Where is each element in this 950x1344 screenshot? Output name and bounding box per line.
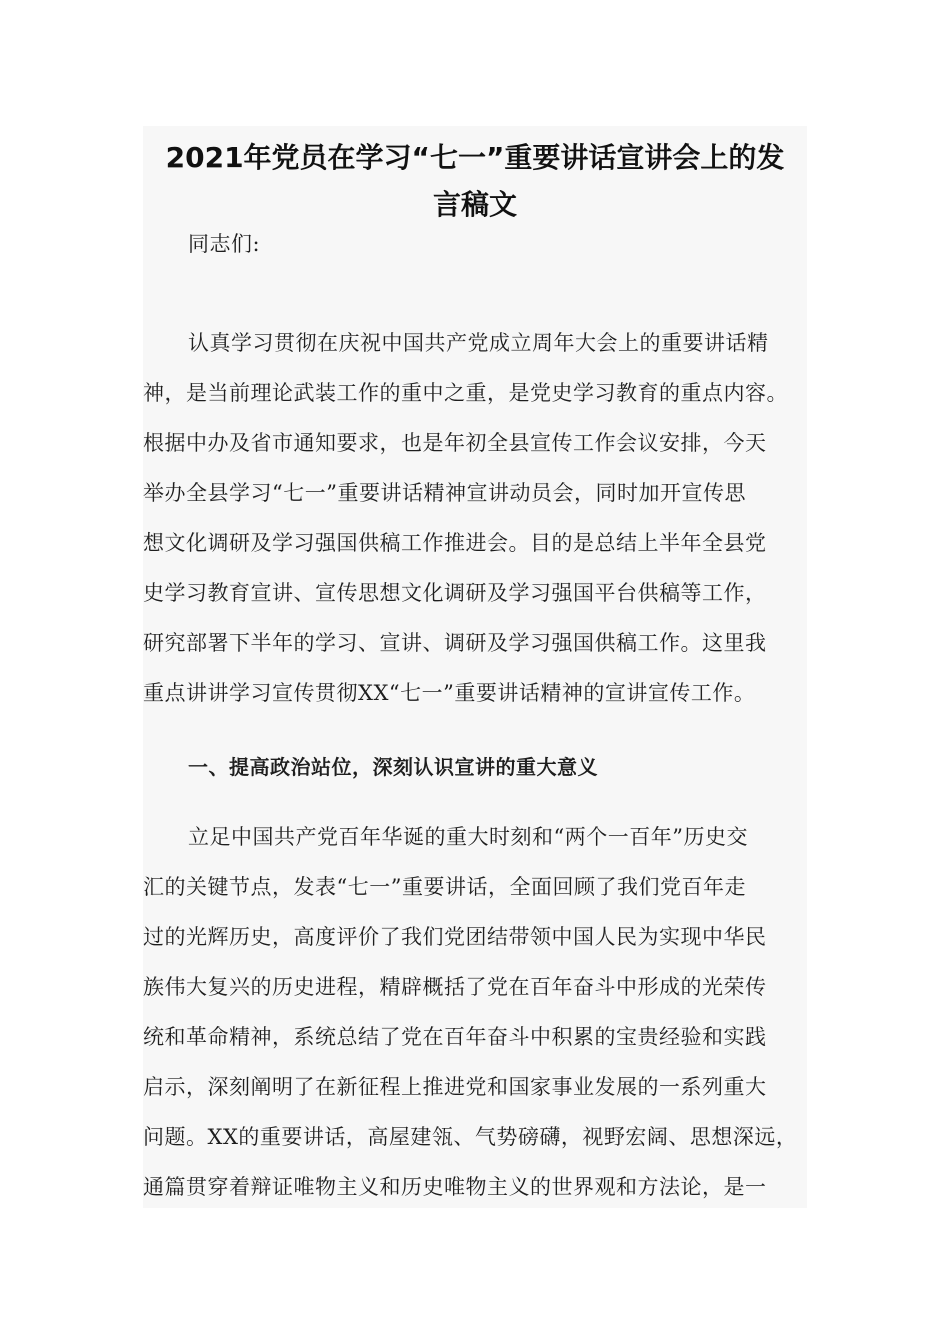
paragraph-line: 统和革命精神，系统总结了党在百年奋斗中积累的宝贵经验和实践 [143,1025,767,1049]
salutation: 同志们: [188,232,261,256]
paragraph-line: 汇的关键节点，发表“七一”重要讲话，全面回顾了我们党百年走 [143,875,746,899]
paragraph-line: 想文化调研及学习强国供稿工作推进会。目的是总结上半年全县党 [143,531,767,555]
paragraph-line: 史学习教育宣讲、宣传思想文化调研及学习强国平台供稿等工作， [143,581,767,605]
title-line-1: 2021年党员在学习“七一”重要讲话宣讲会上的发 [165,141,785,174]
paragraph-line: 族伟大复兴的历史进程，精辟概括了党在百年奋斗中形成的光荣传 [143,975,767,999]
paragraph-line: 通篇贯穿着辩证唯物主义和历史唯物主义的世界观和方法论，是一 [143,1175,767,1199]
paragraph-line: 启示，深刻阐明了在新征程上推进党和国家事业发展的一系列重大 [143,1075,767,1099]
paragraph-line: 神，是当前理论武装工作的重中之重，是党史学习教育的重点内容。 [143,381,788,405]
paragraph-line: 举办全县学习“七一”重要讲话精神宣讲动员会，同时加开宣传思 [143,481,746,505]
paragraph-line: 立足中国共产党百年华诞的重大时刻和“两个一百年”历史交 [188,825,748,849]
paragraph-line: 研究部署下半年的学习、宣讲、调研及学习强国供稿工作。这里我 [143,631,767,655]
paragraph-line: 重点讲讲学习宣传贯彻XX“七一”重要讲话精神的宣讲宣传工作。 [143,681,756,705]
title-line-2: 言稿文 [432,188,517,221]
paragraph-line: 问题。XX的重要讲话，高屋建瓴、气势磅礴，视野宏阔、思想深远， [143,1125,798,1149]
paragraph-line: 根据中办及省市通知要求，也是年初全县宣传工作会议安排，今天 [143,431,767,455]
section-heading: 一、提高政治站位，深刻认识宣讲的重大意义 [188,755,598,779]
document-title [143,126,807,228]
paragraph-line: 认真学习贯彻在庆祝中国共产党成立周年大会上的重要讲话精 [188,331,769,355]
document-page [143,126,807,1208]
paragraph-line: 过的光辉历史，高度评价了我们党团结带领中国人民为实现中华民 [143,925,767,949]
